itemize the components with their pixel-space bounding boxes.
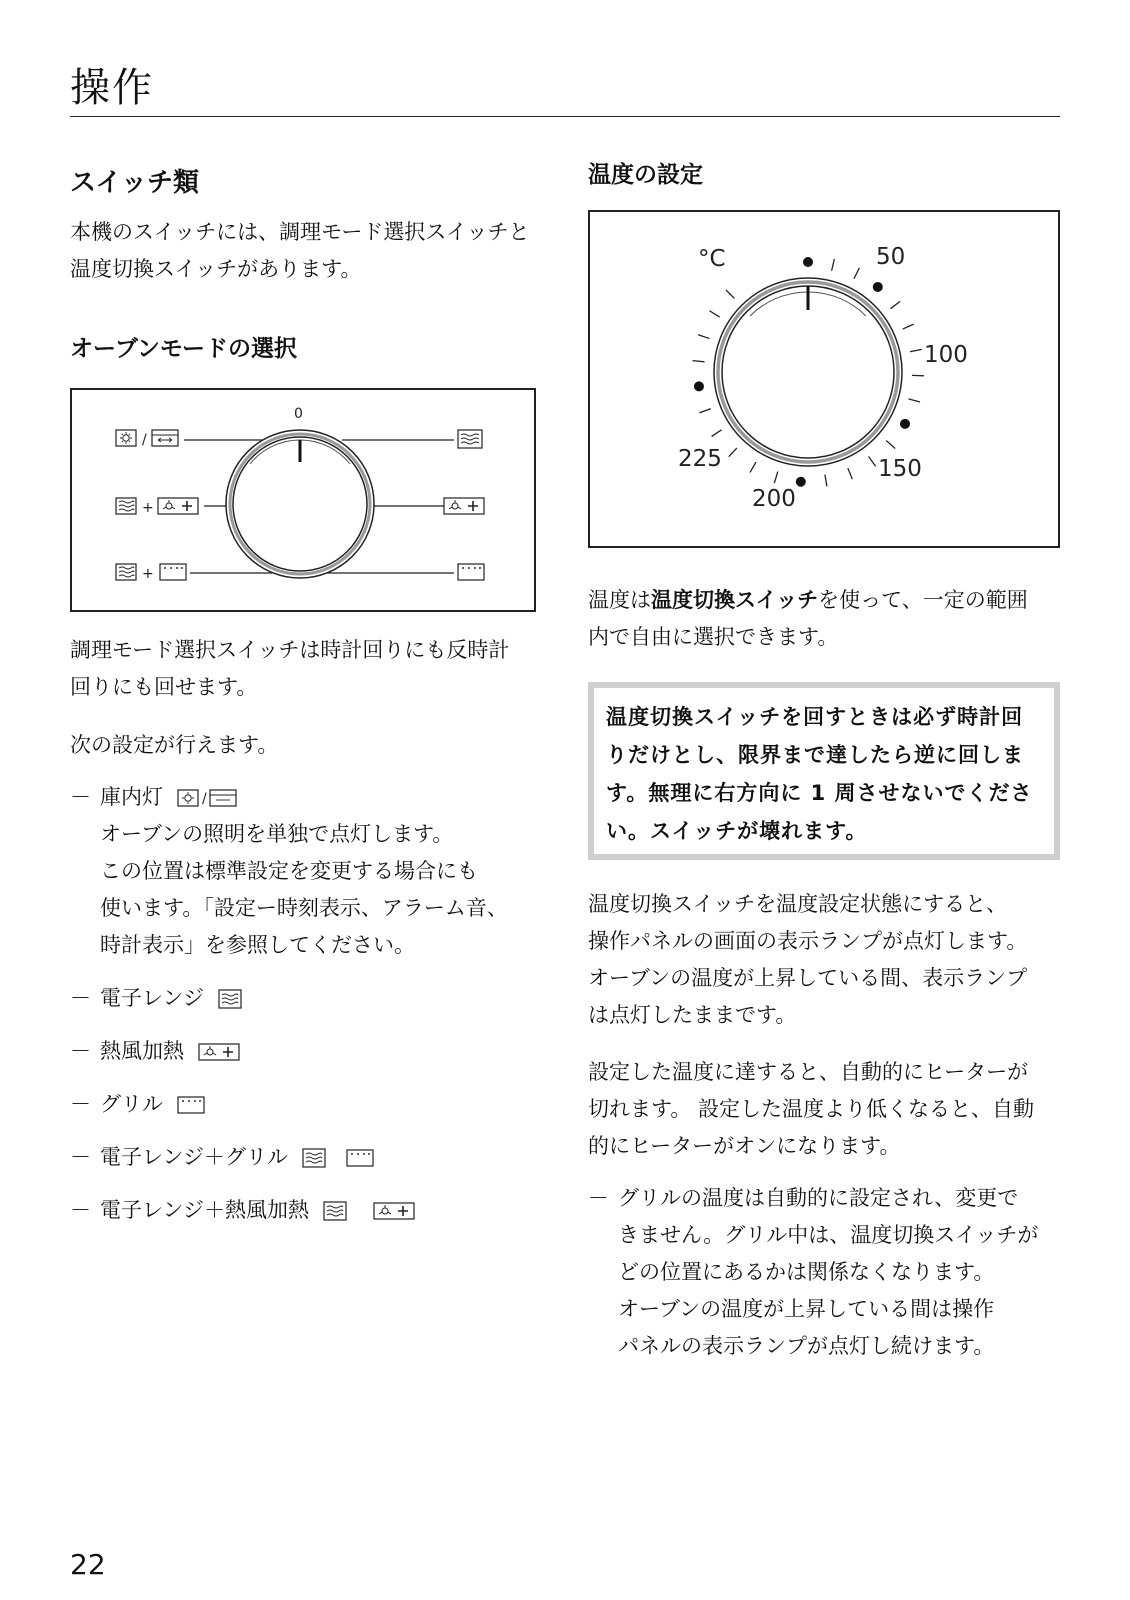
scale-tick: [750, 462, 756, 472]
temp-desc-post: を使って、一定の範囲: [818, 588, 1028, 612]
mark-225: 225: [678, 446, 722, 472]
scale-tick: [908, 399, 920, 402]
paragraph-line: 設定した温度に達すると、自動的にヒーターが: [588, 1060, 1029, 1084]
microwave-fan-icon: [322, 1200, 418, 1222]
scale-tick: [729, 448, 737, 457]
svg-text:+: +: [142, 500, 154, 516]
scale-tick: [891, 301, 901, 308]
microwave-icon: [116, 498, 136, 514]
scale-tick: [698, 335, 709, 339]
scale-dot: [900, 419, 910, 429]
temp-description: [588, 582, 1060, 656]
mode-list: [70, 779, 550, 1229]
list-item: － 熱風加熱: [70, 1033, 550, 1070]
rotation-text: [70, 632, 540, 706]
grill-icon: [160, 564, 186, 580]
svg-text:+: +: [142, 566, 154, 582]
svg-text:/: /: [142, 432, 147, 448]
intro-line: 本機のスイッチには、調理モード選択スイッチと: [70, 220, 530, 244]
paragraph-line: 的にヒーターがオンになります。: [588, 1134, 901, 1158]
light-desc: この位置は標準設定を変更する場合にも: [100, 859, 478, 883]
paragraph-line: は点灯したままです。: [588, 1003, 797, 1027]
grill-note-line: きません。グリル中は、温度切換スイッチが: [618, 1223, 1039, 1247]
light-desc: 時計表示」を参照してください。: [100, 933, 415, 957]
grill-icon: [458, 564, 484, 580]
paragraph-line: 切れます。 設定した温度より低くなると、自動: [588, 1097, 1034, 1121]
mark-150: 150: [878, 456, 922, 482]
microwave-grill-label: 電子レンジ＋グリル: [100, 1145, 288, 1169]
light-icon: [116, 430, 136, 446]
list-item: － グリル: [70, 1086, 550, 1123]
temperature-dial-figure: [588, 210, 1060, 548]
list-item: － 電子レンジ＋グリル: [70, 1139, 550, 1176]
page-title: 操作: [70, 65, 154, 111]
temp-desc-line: 内で自由に選択できます。: [588, 625, 839, 649]
microwave-icon: [458, 430, 482, 448]
intro-line: 温度切換スイッチがあります。: [70, 257, 362, 281]
settings-intro: [70, 727, 540, 764]
mark-200: 200: [752, 486, 796, 512]
warning-line: りだけとし、限界まで達したら逆に回しま: [606, 743, 1024, 767]
mark-100: 100: [924, 342, 968, 368]
scale-tick: [903, 324, 914, 329]
grill-note-line: どの位置にあるかは関係なくなります。: [618, 1260, 995, 1284]
light-defrost-icon: [176, 788, 238, 808]
list-item: － 庫内灯 / オーブンの照明を単独で点灯します。 この位置は標準設定を変更する場合にも 使います。「設定ー時刻表示、アラーム音、 時計表示」を参照してください。: [70, 779, 550, 964]
indicator-paragraph: [588, 886, 1060, 1034]
mark-50: 50: [876, 244, 906, 270]
grill-note-line: オーブンの温度が上昇している間は操作: [618, 1297, 995, 1321]
light-desc: 使います。「設定ー時刻表示、アラーム音、: [100, 896, 508, 920]
scale-dot: [694, 381, 704, 391]
scale-tick: [712, 430, 722, 437]
defrost-icon: [152, 430, 178, 446]
light-label: 庫内灯: [100, 785, 163, 809]
scale-tick: [832, 259, 835, 271]
settings-intro-text: 次の設定が行えます。: [70, 733, 279, 757]
title-divider: [70, 116, 1060, 117]
temp-desc-line: [588, 582, 1060, 619]
warning-box: [588, 682, 1060, 860]
scale-dot: [873, 282, 883, 292]
warning-line: す。無理に右方向に 1 周させないでくださ: [606, 781, 1033, 805]
paragraph-line: 操作パネルの画面の表示ランプが点灯します。: [588, 929, 1028, 953]
mode-selector-figure: [70, 388, 536, 612]
scale-dot: [796, 477, 806, 487]
scale-tick: [886, 441, 895, 449]
fan-heat-icon: [158, 498, 198, 514]
warning-line: い。スイッチが壊れます。: [606, 819, 868, 843]
scale-tick: [869, 457, 876, 467]
grill-label: グリル: [100, 1092, 163, 1116]
mode-select-heading: オーブンモードの選択: [70, 336, 298, 362]
list-item: － グリルの温度は自動的に設定され、変更で きません。グリル中は、温度切換スイッチが どの位置にあるかは関係なくなります。 オーブンの温度が上昇している間は操作 パネルの表示ランプが点灯し続けます。: [588, 1180, 1060, 1365]
microwave-label: 電子レンジ: [100, 986, 204, 1010]
temperature-dial: [590, 212, 1058, 546]
switches-heading: スイッチ類: [70, 168, 199, 198]
grill-icon: [176, 1095, 206, 1115]
fan-heat-label: 熱風加熱: [100, 1039, 184, 1063]
dial-zero-label: 0: [294, 406, 303, 422]
grill-note-list: [588, 1180, 1060, 1365]
mode-selector-dial: [72, 390, 534, 610]
grill-note-line: グリルの温度は自動的に設定され、変更で: [618, 1186, 1019, 1210]
scale-tick: [825, 475, 827, 487]
temp-heading: 温度の設定: [588, 162, 703, 188]
page-number: 22: [70, 1548, 106, 1581]
scale-tick: [854, 268, 859, 279]
heater-paragraph: [588, 1054, 1060, 1165]
svg-text:/: /: [201, 791, 207, 807]
scale-tick: [910, 349, 922, 351]
temp-desc-bold: 温度切換スイッチ: [651, 588, 819, 612]
scale-tick: [699, 409, 710, 413]
grill-note-line: パネルの表示ランプが点灯し続けます。: [618, 1334, 995, 1358]
scale-dot: [803, 257, 813, 267]
list-item: － 電子レンジ＋熱風加熱: [70, 1192, 550, 1229]
scale-tick: [693, 361, 705, 362]
microwave-icon: [217, 988, 243, 1010]
paragraph-line: オーブンの温度が上昇している間、表示ランプ: [588, 966, 1028, 990]
scale-tick: [774, 472, 777, 483]
rotation-line: 調理モード選択スイッチは時計回りにも反時計: [70, 638, 510, 662]
warning-line: 温度切換スイッチを回すときは必ず時計回: [606, 705, 1024, 729]
paragraph-line: 温度切換スイッチを温度設定状態にすると、: [588, 892, 1008, 916]
microwave-icon: [116, 564, 136, 580]
rotation-line: 回りにも回せます。: [70, 675, 258, 699]
list-item: － 電子レンジ: [70, 980, 550, 1017]
temp-desc-pre: 温度は: [588, 588, 651, 612]
scale-tick: [709, 311, 719, 317]
fan-heat-icon: [197, 1042, 241, 1062]
unit-label: °C: [698, 246, 726, 272]
light-desc: オーブンの照明を単独で点灯します。: [100, 822, 454, 846]
switches-intro: [70, 214, 540, 288]
microwave-grill-icon: [301, 1147, 377, 1169]
scale-tick: [726, 290, 734, 298]
fan-heat-icon: [444, 498, 484, 514]
microwave-fan-label: 電子レンジ＋熱風加熱: [100, 1198, 309, 1222]
scale-tick: [848, 468, 853, 479]
